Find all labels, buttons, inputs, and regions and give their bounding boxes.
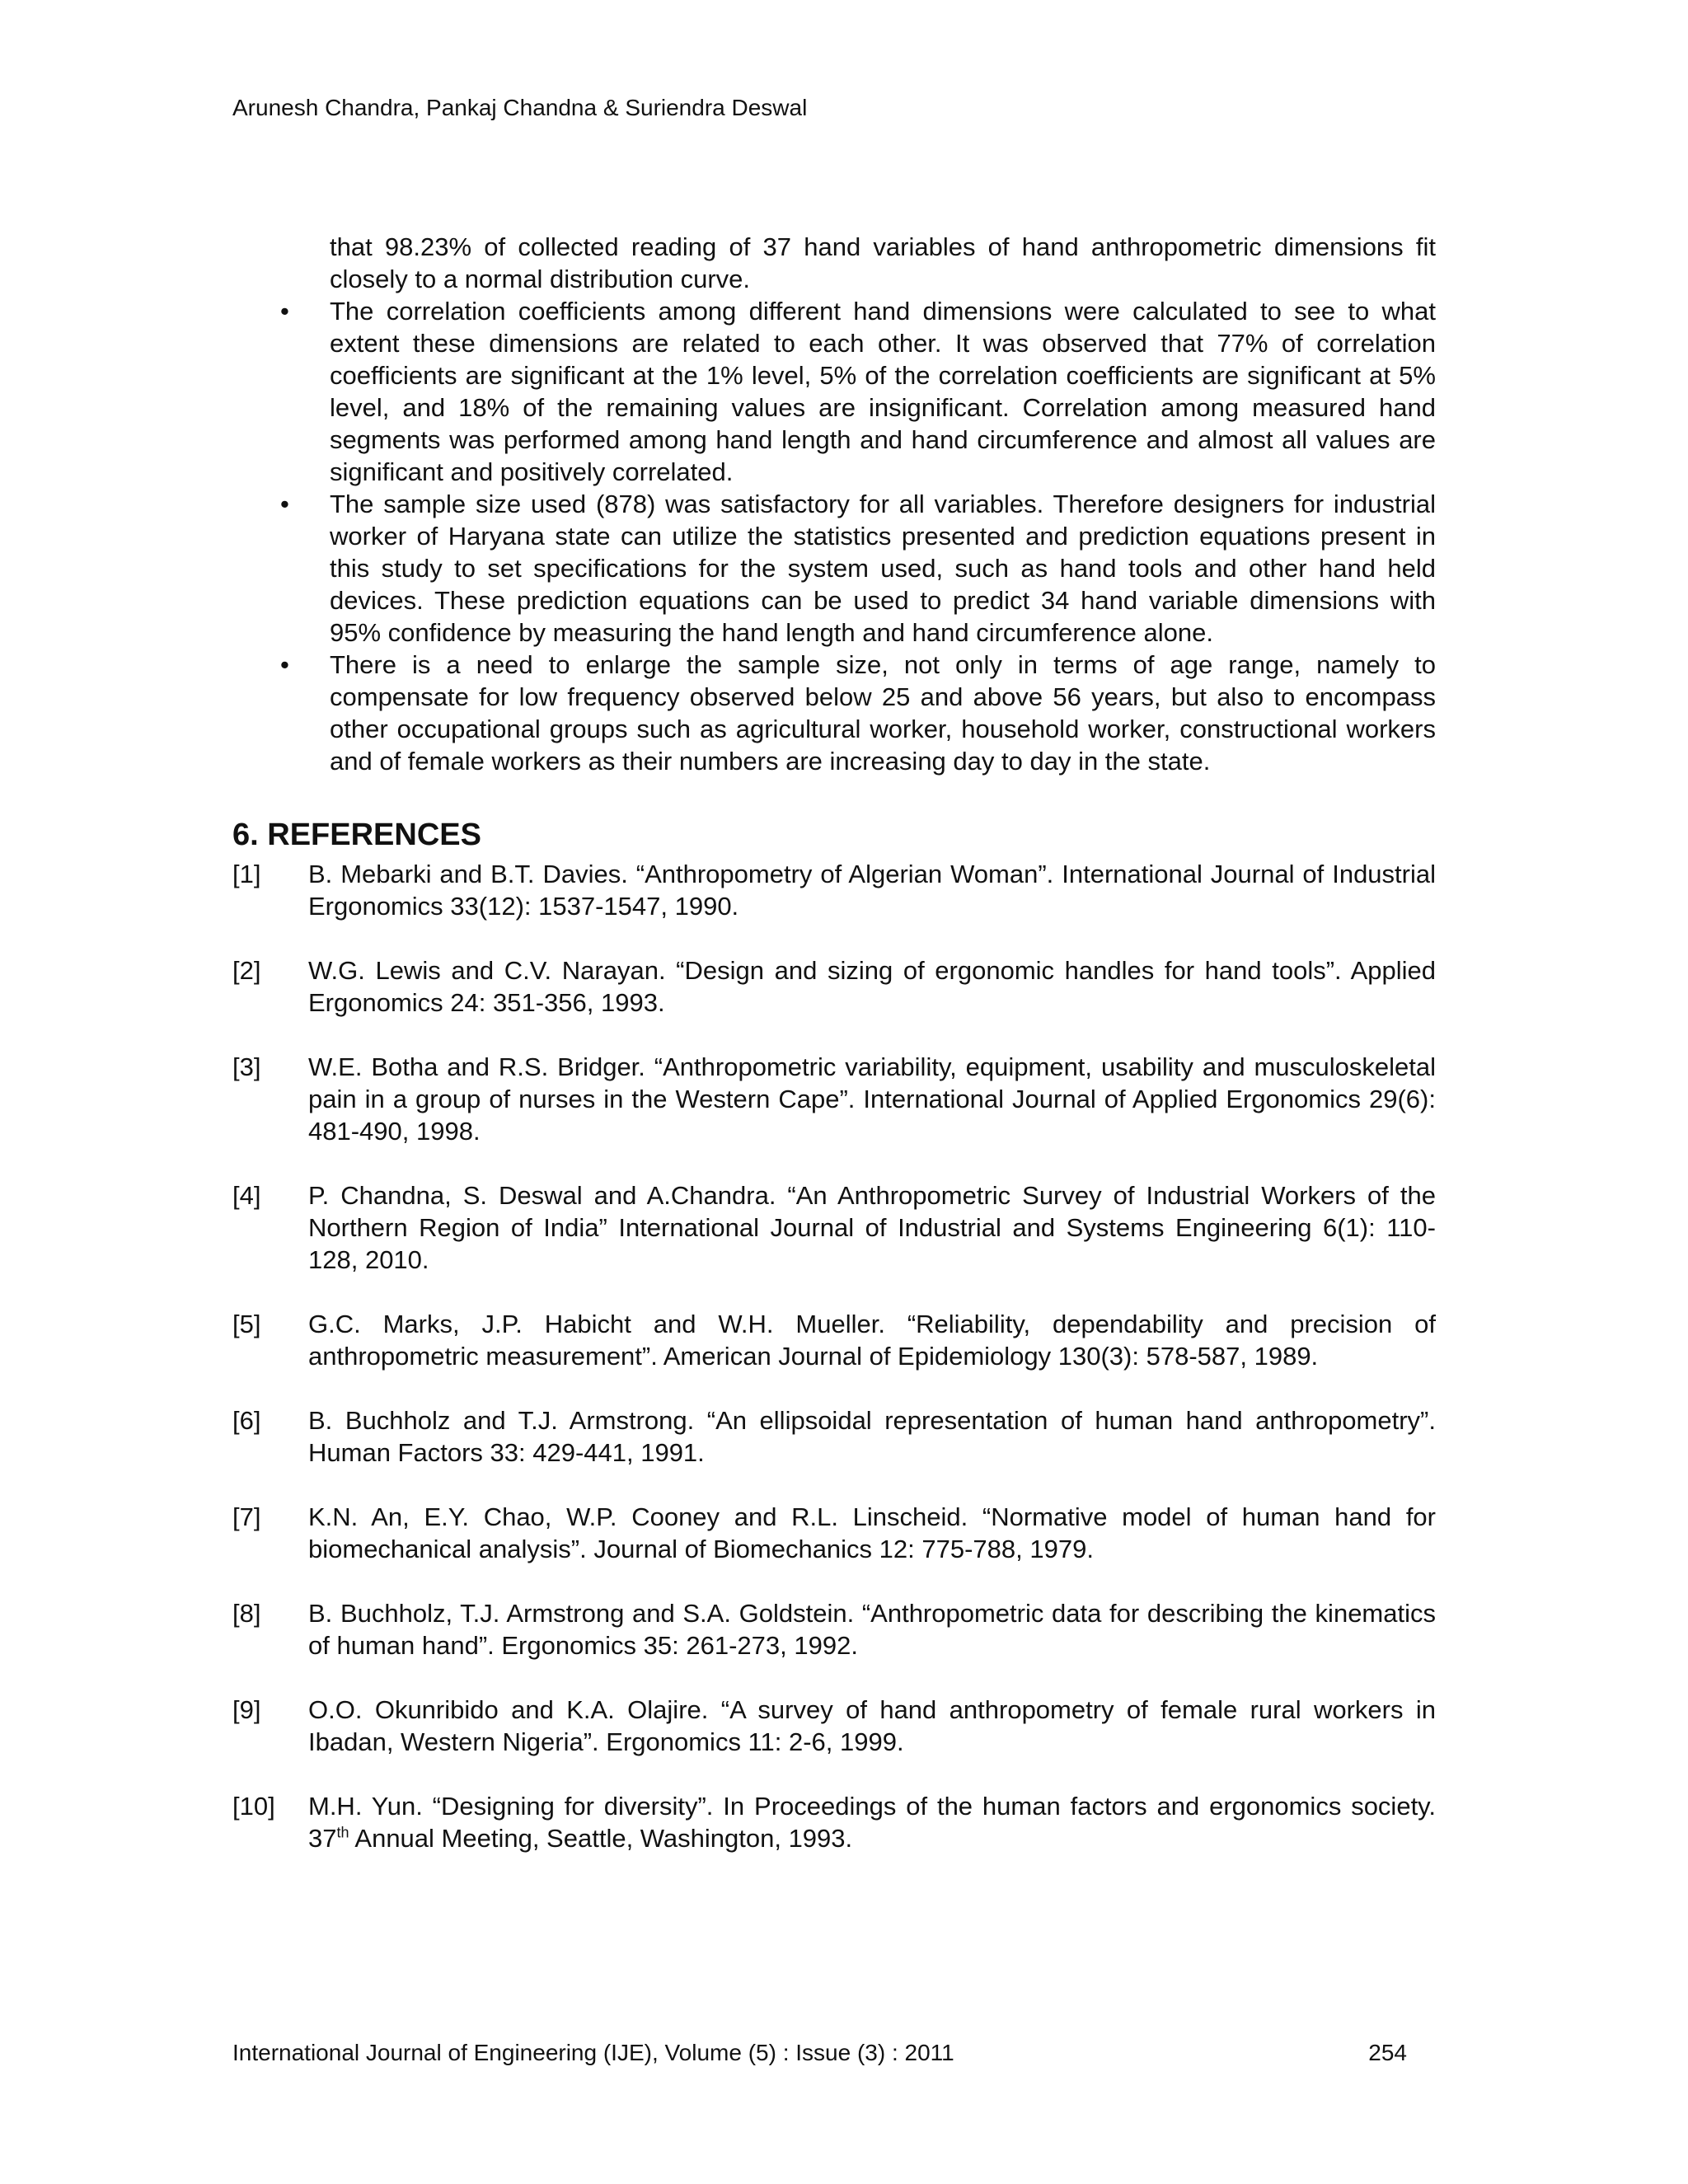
bullet-text: The sample size used (878) was satisfactory for all variables. Therefore designers for industrial worker of Haryana state can utilize the statistics presented and prediction equations present in this study to set specifications for the system used, such as hand tools and other hand held devices. These prediction equations can be used to predict 34 hand variable dimensions with 95% confidence by measuring the hand length and hand circumference alone. — [330, 490, 1436, 647]
bullet-item — [232, 649, 1436, 777]
reference-number: [7] — [232, 1502, 261, 1531]
bullet-text: The correlation coefficients among different hand dimensions were calculated to see to what extent these dimensions are related to each other. It was observed that 77% of correlation coefficients are significant at the 1% level, 5% of the correlation coefficients are significant at 5% level, and 18% of the remaining values are insignificant. Correlation among measured hand segments was performed among hand length and hand circumference and almost all values are significant and positively correlated. — [330, 297, 1436, 486]
reference-item — [232, 1597, 1436, 1661]
reference-text: O.O. Okunribido and K.A. Olajire. “A survey of hand anthropometry of female rural workers in Ibadan, Western Nigeria”. Ergonomics 11: 2-6, 1999. — [308, 1695, 1436, 1756]
reference-number: [1] — [232, 860, 261, 888]
reference-text: B. Mebarki and B.T. Davies. “Anthropometry of Algerian Woman”. International Journal of Industrial Ergonomics 33(12): 1537-1547, 1990. — [308, 860, 1436, 921]
reference-text: K.N. An, E.Y. Chao, W.P. Cooney and R.L. Linscheid. “Normative model of human hand for biomechanical analysis”. Journal of Biomechanics 12: 775-788, 1979. — [308, 1502, 1436, 1563]
reference-item — [232, 954, 1436, 1019]
reference-text-part: Annual Meeting, Seattle, Washington, 1993. — [349, 1824, 853, 1853]
reference-item — [232, 858, 1436, 922]
footer-journal: International Journal of Engineering (IJE), Volume (5) : Issue (3) : 2011 — [232, 2040, 954, 2065]
reference-text: B. Buchholz, T.J. Armstrong and S.A. Goldstein. “Anthropometric data for describing the kinematics of human hand”. Ergonomics 35: 261-273, 1992. — [308, 1599, 1436, 1660]
reference-text: P. Chandna, S. Deswal and A.Chandra. “An Anthropometric Survey of Industrial Workers of the Northern Region of India” International Journal of Industrial and Systems Engineering 6(1): 110-128, 2010. — [308, 1181, 1436, 1274]
superscript: th — [336, 1824, 349, 1841]
page-body — [232, 231, 1436, 1886]
reference-number: [2] — [232, 956, 261, 985]
reference-number: [6] — [232, 1406, 261, 1435]
reference-number: [3] — [232, 1052, 261, 1081]
reference-text: G.C. Marks, J.P. Habicht and W.H. Mueller. “Reliability, dependability and precision of anthropometric measurement”. American Journal of Epidemiology 130(3): 578-587, 1989. — [308, 1310, 1436, 1371]
reference-item — [232, 1308, 1436, 1372]
intro-continuation: that 98.23% of collected reading of 37 hand variables of hand anthropometric dimensions fit closely to a normal distribution curve. — [330, 232, 1436, 293]
bullet-symbol: • — [280, 297, 289, 326]
reference-text: W.E. Botha and R.S. Bridger. “Anthropometric variability, equipment, usability and musculoskeletal pain in a group of nurses in the Western Cape”. International Journal of Applied Ergonomics 29(6): 481-490, 1998. — [308, 1052, 1436, 1146]
reference-number: [8] — [232, 1599, 261, 1628]
reference-number: [9] — [232, 1695, 261, 1724]
bullet-symbol: • — [280, 650, 289, 679]
reference-text-part: M.H. Yun. “Designing for diversity”. In Proceedings of the human factors and ergonomics society. 37 — [308, 1792, 1436, 1853]
conclusion-bullets — [232, 295, 1436, 777]
reference-item — [232, 1404, 1436, 1469]
bullet-text: There is a need to enlarge the sample size, not only in terms of age range, namely to compensate for low frequency observed below 25 and above 56 years, but also to encompass other occupational groups such as agricultural worker, household worker, constructional workers and of female workers as their numbers are increasing day to day in the state. — [330, 650, 1436, 776]
page-number: 254 — [1368, 2040, 1407, 2065]
reference-number: [5] — [232, 1310, 261, 1338]
running-header: Arunesh Chandra, Pankaj Chandna & Suriendra Deswal — [232, 95, 808, 120]
page-footer — [232, 2040, 1407, 2066]
reference-text: B. Buchholz and T.J. Armstrong. “An ellipsoidal representation of human hand anthropometry”. Human Factors 33: 429-441, 1991. — [308, 1406, 1436, 1467]
reference-item — [232, 1179, 1436, 1276]
reference-list — [232, 858, 1436, 1854]
bullet-item — [232, 295, 1436, 488]
reference-text: W.G. Lewis and C.V. Narayan. “Design and sizing of ergonomic handles for hand tools”. Applied Ergonomics 24: 351-356, 1993. — [308, 956, 1436, 1017]
reference-number: [10] — [232, 1792, 275, 1821]
reference-number: [4] — [232, 1181, 261, 1210]
reference-item — [232, 1694, 1436, 1758]
bullet-item — [232, 488, 1436, 649]
reference-item — [232, 1501, 1436, 1565]
reference-item — [232, 1790, 1436, 1854]
bullet-symbol: • — [280, 490, 289, 518]
reference-item — [232, 1051, 1436, 1147]
references-heading: 6. REFERENCES — [232, 818, 481, 852]
